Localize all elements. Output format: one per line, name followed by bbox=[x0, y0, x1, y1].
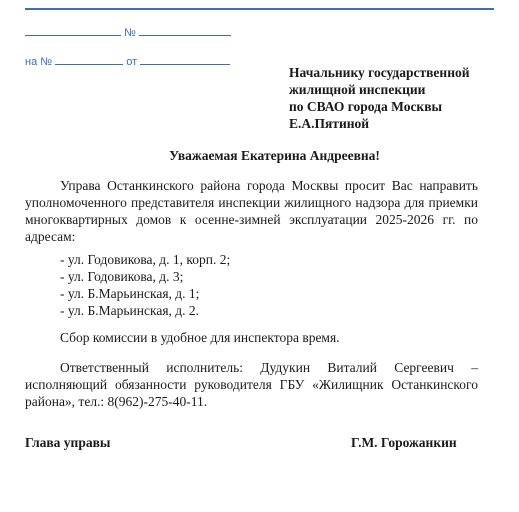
contact-paragraph: Ответственный исполнитель: Дудукин Виталий Сергеевич – исполняющий обязанности руководителя ГБУ «Жилищник Останкинского района», тел.: 8(962)-275-40-11. bbox=[25, 360, 478, 409]
request-paragraph: Управа Останкинского района города Москвы просит Вас направить уполномоченного представителя инспекции жилищного надзора для приемки многоквартирных домов к осенне-зимней эксплуатации 2025-2026 гг. по адресам: bbox=[25, 178, 478, 244]
reference-date-blank[interactable] bbox=[140, 55, 230, 65]
reference-number-blank[interactable] bbox=[55, 55, 123, 65]
number-symbol: № bbox=[124, 27, 136, 39]
addressee-line: Начальнику государственной bbox=[289, 65, 470, 80]
addressee-line: жилищной инспекции bbox=[289, 82, 426, 97]
signatory-name: Г.М. Горожанкин bbox=[351, 435, 457, 450]
address-item: - ул. Годовикова, д. 3; bbox=[60, 269, 184, 284]
date-blank[interactable] bbox=[25, 26, 121, 36]
number-blank[interactable] bbox=[139, 26, 231, 36]
letterhead-rule bbox=[25, 8, 494, 10]
address-list bbox=[60, 251, 230, 319]
addressee-line: по СВАО города Москвы bbox=[289, 99, 443, 114]
addressee-name: Е.А.Пятиной bbox=[289, 116, 370, 131]
address-item: - ул. Б.Марьинская, д. 2. bbox=[60, 303, 200, 318]
from-label: от bbox=[126, 56, 138, 68]
salutation: Уважаемая Екатерина Андреевна! bbox=[169, 148, 380, 163]
address-item: - ул. Б.Марьинская, д. 1; bbox=[60, 286, 200, 301]
signatory-title: Глава управы bbox=[25, 435, 111, 450]
incoming-reference-line bbox=[25, 55, 230, 68]
on-number-label: на № bbox=[25, 56, 53, 68]
commission-paragraph: Сбор комиссии в удобное для инспектора время. bbox=[60, 330, 340, 345]
addressee-block bbox=[289, 64, 470, 132]
address-item: - ул. Годовикова, д. 1, корп. 2; bbox=[60, 252, 231, 267]
outgoing-number-line bbox=[25, 26, 231, 39]
